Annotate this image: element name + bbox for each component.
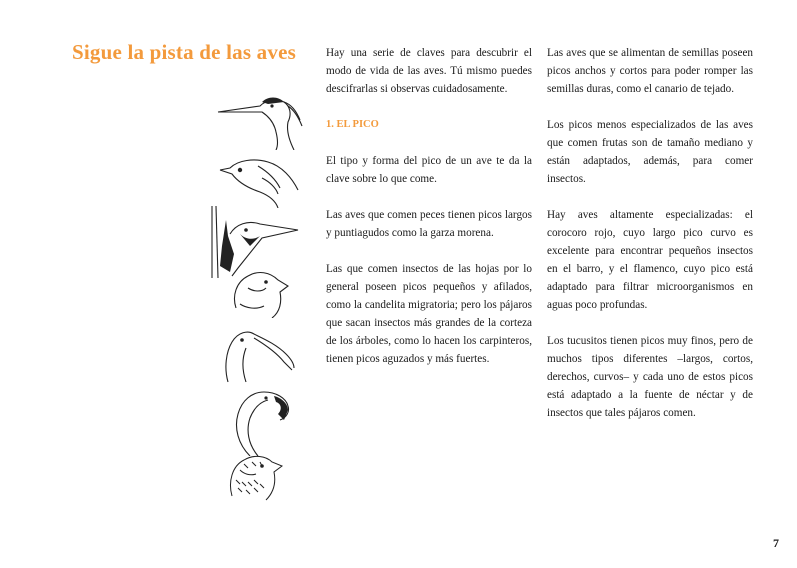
paragraph: Los tucusitos tienen picos muy finos, pero de muchos tipos diferentes –largos, cortos, derechos, curvos– y cada uno de estos picos está adaptado a la fuente de néctar y de insectos que tales pájaros comen. [547,335,753,419]
paragraph: Las aves que comen peces tienen picos largos y puntiagudos como la garza morena. [326,209,532,239]
heron-head-icon [216,92,306,150]
intro-paragraph: Hay una serie de claves para descubrir el modo de vida de las aves. Tú mismo puedes descifrarlas si observas cuidadosamente. [326,47,532,95]
ibis-head-icon [224,328,304,384]
text-column-2 [547,44,753,440]
thrush-head-icon [218,158,304,208]
flamingo-head-icon [230,386,296,456]
paragraph: Las que comen insectos de las hojas por lo general poseen picos pequeños y afilados, como la candelita migratoria; pero los pájaros que sacan insectos más grandes de la corteza de los árboles, como lo hacen los carpinteros, tienen picos aguzados y más fuertes. [326,263,532,365]
bird-illustrations [200,92,312,502]
page-title: Sigue la pista de las aves [72,40,296,64]
page-number: 7 [773,536,779,550]
text-column-1 [326,44,532,386]
paragraph: Hay aves altamente especializadas: el corocoro rojo, cuyo largo pico curvo es excelente para encontrar pequeños insectos en el barro, y el flamenco, cuyo pico está adaptado para filtrar microorganismos en aguas poco profundas. [547,209,753,311]
paragraph: El tipo y forma del pico de un ave te da la clave sobre lo que come. [326,155,532,185]
quail-head-icon [226,452,288,502]
paragraph: Las aves que se alimentan de semillas poseen picos anchos y cortos para poder romper las semillas duras, como el canario de tejado. [547,47,753,95]
section-heading: 1. EL PICO [326,119,379,130]
sparrow-head-icon [226,268,296,318]
paragraph: Los picos menos especializados de las aves que comen frutas son de tamaño mediano y están adaptados, además, para comer insectos. [547,119,753,185]
